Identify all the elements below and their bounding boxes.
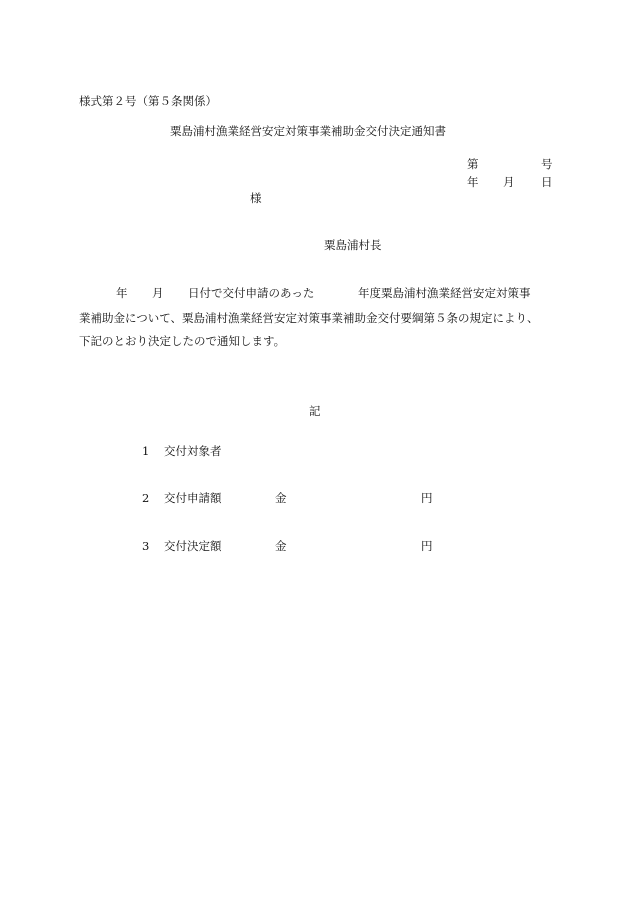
form-number: 様式第２号（第５条関係） [79,94,217,108]
document-title: 粟島浦村漁業経営安定対策事業補助金交付決定通知書 [170,124,446,138]
item-label: 交付申請額 [164,491,222,505]
item-amount-unit: 円 [421,539,433,553]
item-number: 2 [142,491,150,505]
item-number: 3 [142,539,150,553]
date-year-label: 年 [467,175,479,189]
issuer-name: 粟島浦村長 [324,238,382,252]
item-amount-prefix: 金 [275,539,287,553]
recipient-honorific: 様 [250,191,262,205]
body-text-line-2: 業補助金について、粟島浦村漁業経営安定対策事業補助金交付要綱第５条の規定により、 [79,311,539,325]
body-application-text: 日付で交付申請のあった [188,286,315,300]
body-fiscal-year-text: 年度粟島浦村漁業経営安定対策事 [358,286,531,300]
item-amount-prefix: 金 [275,491,287,505]
ki-heading: 記 [309,404,321,418]
body-month-label: 月 [152,286,164,300]
document-number-suffix: 号 [541,157,553,171]
item-number: 1 [142,444,150,458]
body-text-line-3: 下記のとおり決定したので通知します。 [79,334,286,348]
body-year-label: 年 [116,286,128,300]
item-label: 交付決定額 [164,539,222,553]
item-amount-unit: 円 [421,491,433,505]
document-number-prefix: 第 [467,157,479,171]
date-month-label: 月 [503,175,515,189]
item-label: 交付対象者 [164,444,222,458]
date-day-label: 日 [541,175,553,189]
